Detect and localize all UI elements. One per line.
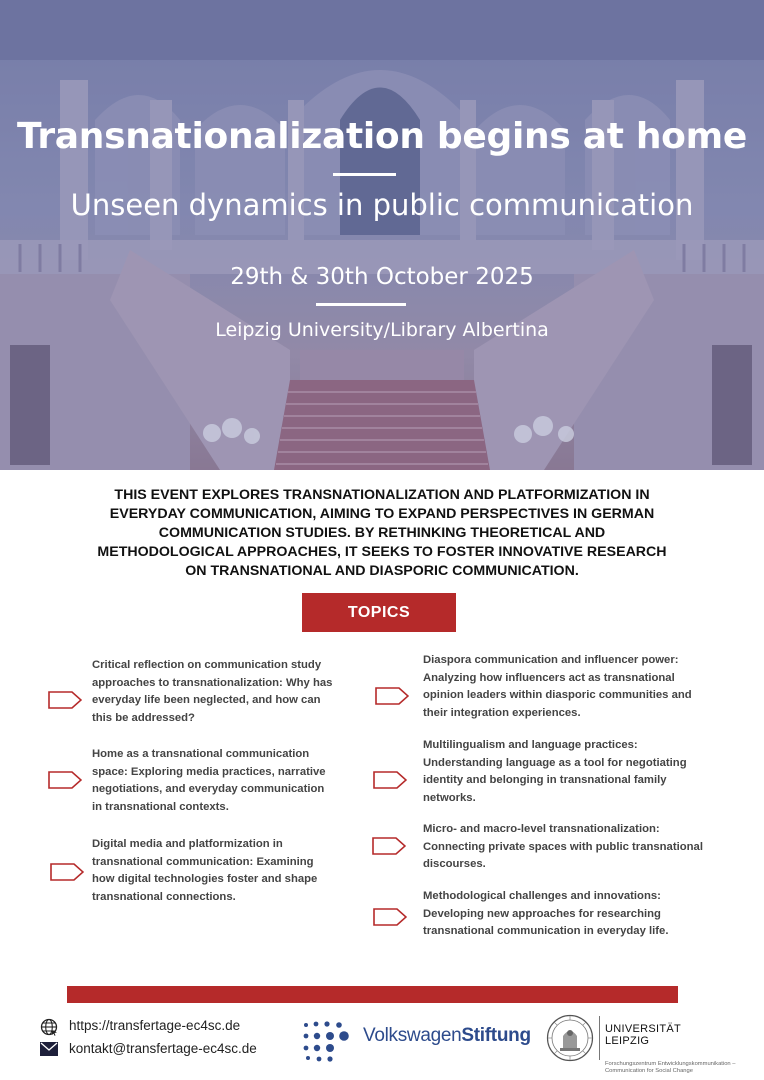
topic-line: opinion leaders within diasporic communities and [423, 689, 692, 701]
topic-line: transnational connections. [92, 890, 236, 903]
topics-heading-badge: TOPICS [302, 593, 456, 632]
event-description [60, 486, 704, 581]
event-date: 29th & 30th October 2025 [230, 264, 534, 290]
topic-line: Connecting private spaces with public transnational [423, 840, 703, 853]
description-line: COMMUNICATION STUDIES. BY RETHINKING THEORETICAL AND [158, 525, 606, 541]
description-line: ON TRANSNATIONAL AND DIASPORIC COMMUNICATION. [185, 563, 579, 579]
date-divider [316, 303, 406, 306]
hero-text-block [0, 0, 764, 470]
topic-line: how digital technologies foster and shape [92, 873, 318, 885]
sponsor-name [363, 1025, 531, 1047]
email-link[interactable]: kontakt@transfertage-ec4sc.de [69, 1041, 257, 1056]
topic-line: networks. [423, 791, 476, 804]
arrow-tag-icon [375, 687, 409, 705]
globe-icon [40, 1018, 58, 1036]
arrow-tag-icon [48, 771, 82, 789]
event-venue: Leipzig University/Library Albertina [215, 319, 549, 341]
topic-line: discourses. [423, 858, 486, 870]
arrow-tag-icon [373, 771, 407, 789]
arrow-tag-icon [372, 837, 406, 855]
topic-line: in transnational contexts. [92, 800, 229, 813]
topic-line: Micro- and macro-level transnationalization: [423, 823, 660, 835]
footer-divider-bar [67, 986, 678, 1003]
topic-line: transnational communication: Examining [92, 855, 314, 868]
research-center-line2: Communication for Social Change [605, 1068, 693, 1074]
topic-line: Digital media and platformization in [92, 838, 283, 850]
arrow-tag-icon [48, 691, 82, 709]
university-name [605, 1023, 681, 1047]
topic-line: negotiations, and everyday communication [92, 783, 325, 795]
description-line: METHODOLOGICAL APPROACHES, IT SEEKS TO FOSTER INNOVATIVE RESEARCH [97, 544, 667, 560]
description-line: THIS EVENT EXPLORES TRANSNATIONALIZATION AND PLATFORMIZATION IN [114, 487, 650, 503]
website-link[interactable]: https://transfertage-ec4sc.de [69, 1018, 241, 1033]
sponsor-name-light: Volkswagen [363, 1025, 462, 1046]
hero-banner [0, 0, 764, 470]
sponsor-name-bold: Stiftung [461, 1025, 531, 1046]
topic-line: approaches to transnationalization: Why has [92, 676, 333, 689]
research-center-line1: Forschungszentrum Entwicklungskommunikation – [605, 1061, 736, 1067]
topic-line: their integration experiences. [423, 706, 581, 719]
topic-line: transnational communication in everyday life. [423, 925, 669, 937]
description-line: EVERYDAY COMMUNICATION, AIMING TO EXPAND PERSPECTIVES IN GERMAN [109, 506, 655, 522]
university-name-line1: UNIVERSITÄT [605, 1023, 682, 1035]
logo-divider [599, 1016, 600, 1060]
topic-line: Home as a transnational communication [92, 748, 310, 760]
topic-line: Developing new approaches for researching [423, 907, 661, 920]
research-center-name [605, 1061, 736, 1075]
topic-line: Understanding language as a tool for negotiating [423, 756, 687, 769]
page-title: Transnationalization begins at home [17, 116, 747, 157]
envelope-icon [40, 1042, 58, 1056]
title-divider [333, 173, 396, 176]
topic-line: space: Exploring media practices, narrative [92, 765, 326, 778]
topic-line: identity and belonging in transnational family [423, 774, 667, 786]
arrow-tag-icon [50, 863, 84, 881]
topic-line: this be addressed? [92, 711, 195, 724]
topic-line: everyday life been neglected, and how can [92, 694, 321, 706]
topic-line: Multilingualism and language practices: [423, 739, 638, 751]
topic-line: Analyzing how influencers act as transnational [423, 671, 675, 684]
topic-line: Diaspora communication and influencer power: [423, 654, 679, 666]
university-seal-logo [546, 1014, 594, 1062]
topic-line: Methodological challenges and innovations: [423, 890, 661, 902]
arrow-tag-icon [373, 908, 407, 926]
page-subtitle: Unseen dynamics in public communication [70, 188, 694, 222]
topic-line: Critical reflection on communication study [92, 659, 322, 671]
university-name-line2: LEIPZIG [605, 1035, 650, 1047]
